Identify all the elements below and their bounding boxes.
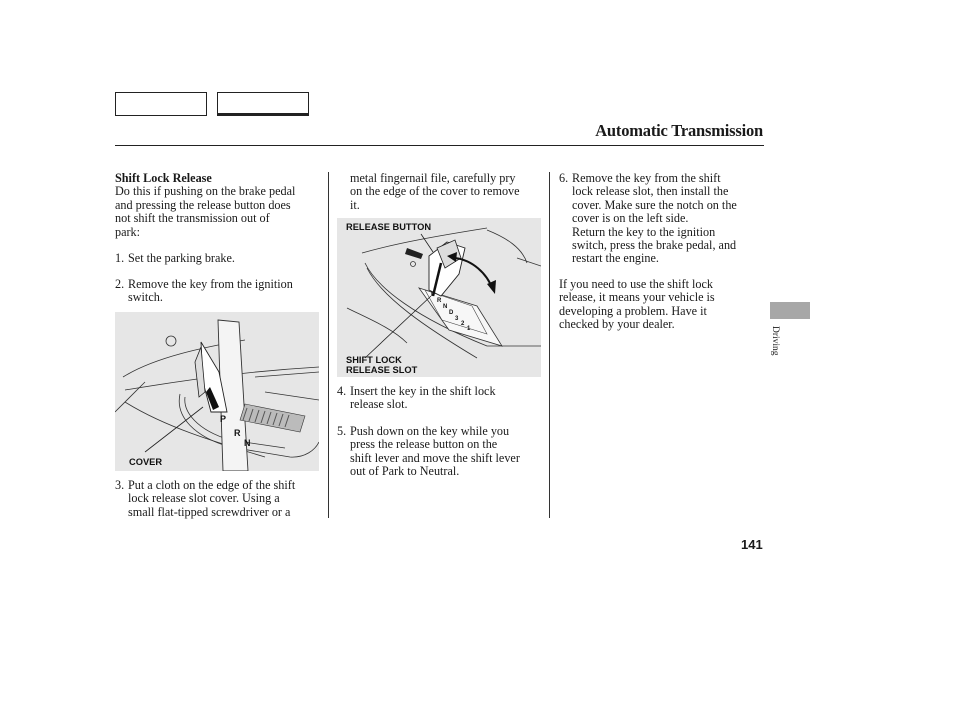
step-line: cover. Make sure the notch on the: [572, 197, 737, 212]
step-line: Remove the key from the shift: [572, 171, 721, 185]
step-number: 4.: [337, 384, 347, 398]
column-1-text-top: [115, 172, 295, 239]
dealer-note: [559, 278, 715, 332]
step-5: [337, 425, 520, 479]
step-line: Return the key to the ignition: [572, 224, 716, 239]
step-number: 2.: [115, 277, 125, 291]
caption-line: SHIFT LOCK: [346, 355, 402, 365]
column-divider-right: [549, 172, 550, 518]
intro-line: and pressing the release button does: [115, 197, 291, 212]
step-line: Insert the key in the shift lock: [350, 384, 496, 398]
step-line: small flat-tipped screwdriver or a: [128, 504, 291, 519]
step-number: 1.: [115, 251, 125, 265]
caption-line: RELEASE SLOT: [346, 365, 418, 375]
cover-figure: [115, 312, 319, 471]
step-line: release slot.: [350, 397, 408, 412]
step-number: 3.: [115, 478, 125, 492]
shift-lock-slot-caption: [346, 355, 417, 375]
cover-caption: COVER: [129, 457, 163, 467]
step-4: [337, 385, 496, 412]
step-3: [115, 479, 295, 519]
section-label: Driving: [770, 326, 780, 356]
gear-label: P: [431, 292, 436, 298]
step-line: switch, press the brake pedal, and: [572, 238, 737, 253]
gear-label: 3: [455, 316, 459, 322]
cover-illustration: [115, 312, 319, 471]
note-line: developing a problem. Have it: [559, 303, 707, 318]
note-line: If you need to use the shift lock: [559, 277, 713, 291]
step-3-continued: [350, 172, 520, 212]
step-number: 6.: [559, 171, 569, 185]
column-divider-left: [328, 172, 329, 518]
gear-label: 2: [461, 321, 465, 327]
step-line: cover is on the left side.: [572, 211, 689, 226]
intro-line: not shift the transmission out of: [115, 211, 270, 226]
gear-label: N: [244, 438, 251, 448]
page-number: 141: [741, 537, 763, 552]
step-line: shift lever and move the shift lever: [350, 450, 520, 465]
step-line: Set the parking brake.: [128, 251, 235, 265]
step-line: lock release slot, then install the: [572, 184, 729, 199]
step-line: it.: [350, 197, 360, 212]
step-number: 5.: [337, 424, 347, 438]
step-line: lock release slot cover. Using a: [128, 491, 280, 506]
step-line: switch.: [128, 290, 163, 305]
step-2: [115, 278, 293, 305]
gear-label: P: [220, 414, 227, 424]
release-slot-illustration: [337, 218, 541, 377]
nav-box-main-menu[interactable]: [115, 92, 207, 116]
step-line: press the release button on the: [350, 437, 498, 452]
step-line: on the edge of the cover to remove: [350, 184, 520, 199]
gear-label: 1: [467, 326, 471, 332]
header-rule: [115, 145, 764, 146]
section-tab: [770, 302, 810, 319]
gear-label: N: [443, 304, 448, 310]
step-line: metal fingernail file, carefully pry: [350, 171, 516, 185]
release-slot-figure: [337, 218, 541, 377]
nav-box-table-of-contents[interactable]: [217, 92, 309, 116]
intro-line: park:: [115, 224, 141, 239]
gear-label: D: [449, 310, 454, 316]
step-1: [115, 252, 235, 265]
gear-label: R: [437, 298, 442, 304]
section-heading: Shift Lock Release: [115, 171, 212, 185]
note-line: release, it means your vehicle is: [559, 290, 715, 305]
step-line: Remove the key from the ignition: [128, 277, 293, 291]
step-line: Put a cloth on the edge of the shift: [128, 478, 296, 492]
intro-line: Do this if pushing on the brake pedal: [115, 184, 296, 199]
release-button-caption: RELEASE BUTTON: [346, 222, 432, 232]
step-6: [559, 172, 737, 266]
page-title: Automatic Transmission: [595, 121, 763, 140]
step-line: out of Park to Neutral.: [350, 464, 460, 479]
step-line: Push down on the key while you: [350, 424, 510, 438]
step-line: restart the engine.: [572, 251, 659, 266]
gear-label: R: [234, 428, 241, 438]
note-line: checked by your dealer.: [559, 317, 675, 332]
